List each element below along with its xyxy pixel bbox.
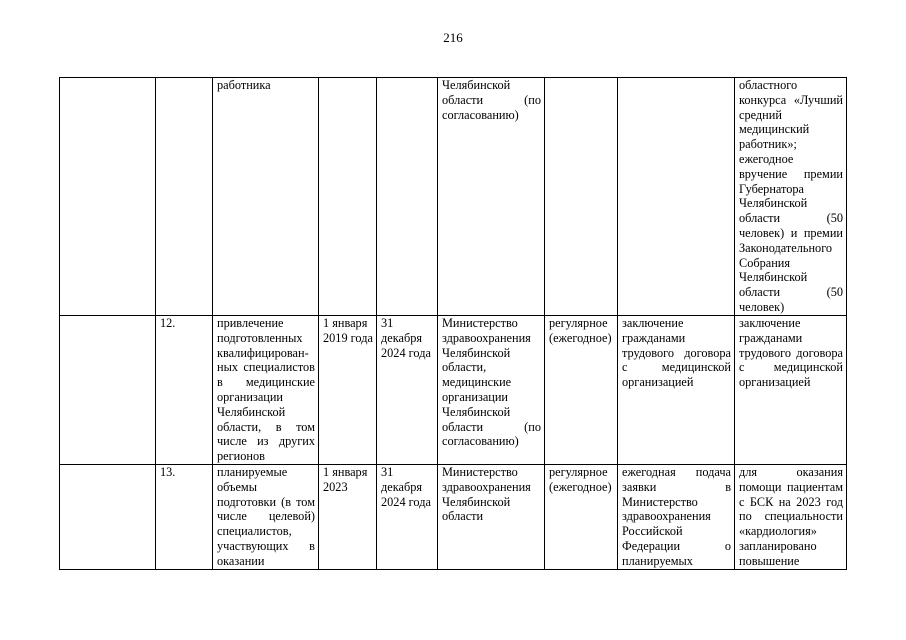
- end-date-cell: [377, 78, 438, 316]
- end-date-cell: 31 декабря 2024 года: [377, 316, 438, 465]
- start-date-cell: [319, 78, 377, 316]
- event-cell: планируемые объемы подготовки (в том числе целевой) специалистов, участвующих в оказании: [213, 465, 319, 570]
- start-date-cell: 1 января 2019 года: [319, 316, 377, 465]
- blank-cell: [60, 316, 156, 465]
- result-cell: ежегодная подача заявки в Министерство здравоохранения Российской Федерации о планируемых: [618, 465, 735, 570]
- result-cell: [618, 78, 735, 316]
- responsible-cell: Министерство здравоохранения Челябинской области, медицинские организации Челябинской области (по согласованию): [438, 316, 545, 465]
- periodicity-cell: регулярное (ежегодное): [545, 465, 618, 570]
- blank-cell: [60, 465, 156, 570]
- page-number: 216: [443, 30, 463, 45]
- blank-cell: [60, 78, 156, 316]
- row-number-cell: [156, 78, 213, 316]
- start-date-cell: 1 января 2023: [319, 465, 377, 570]
- event-cell: работника: [213, 78, 319, 316]
- periodicity-cell: [545, 78, 618, 316]
- end-date-cell: 31 декабря 2024 года: [377, 465, 438, 570]
- table-row: [60, 78, 847, 316]
- responsible-cell: Челябинской области (по согласованию): [438, 78, 545, 316]
- row-number-cell: 12.: [156, 316, 213, 465]
- responsible-cell: Министерство здравоохранения Челябинской области: [438, 465, 545, 570]
- indicator-cell: для оказания помощи пациентам с БСК на 2023 год по специальности «кардиология» запланировано повышение: [735, 465, 847, 570]
- periodicity-cell: регулярное (ежегодное): [545, 316, 618, 465]
- indicator-cell: областного конкурса «Лучший средний медицинский работник»; ежегодное вручение премии Губернатора Челябинской области (50 человек) и премии Законодательного Собрания Челябинской области (50 человек): [735, 78, 847, 316]
- table-row: [60, 316, 847, 465]
- result-cell: заключение гражданами трудового договора с медицинской организацией: [618, 316, 735, 465]
- table-row: [60, 465, 847, 570]
- event-cell: привлечение подготовленных квалифицирован-ных специалистов в медицинские организации Челябинской области, в том числе из других регионов: [213, 316, 319, 465]
- indicator-cell: заключение гражданами трудового договора с медицинской организацией: [735, 316, 847, 465]
- plan-table: [59, 77, 847, 570]
- row-number-cell: 13.: [156, 465, 213, 570]
